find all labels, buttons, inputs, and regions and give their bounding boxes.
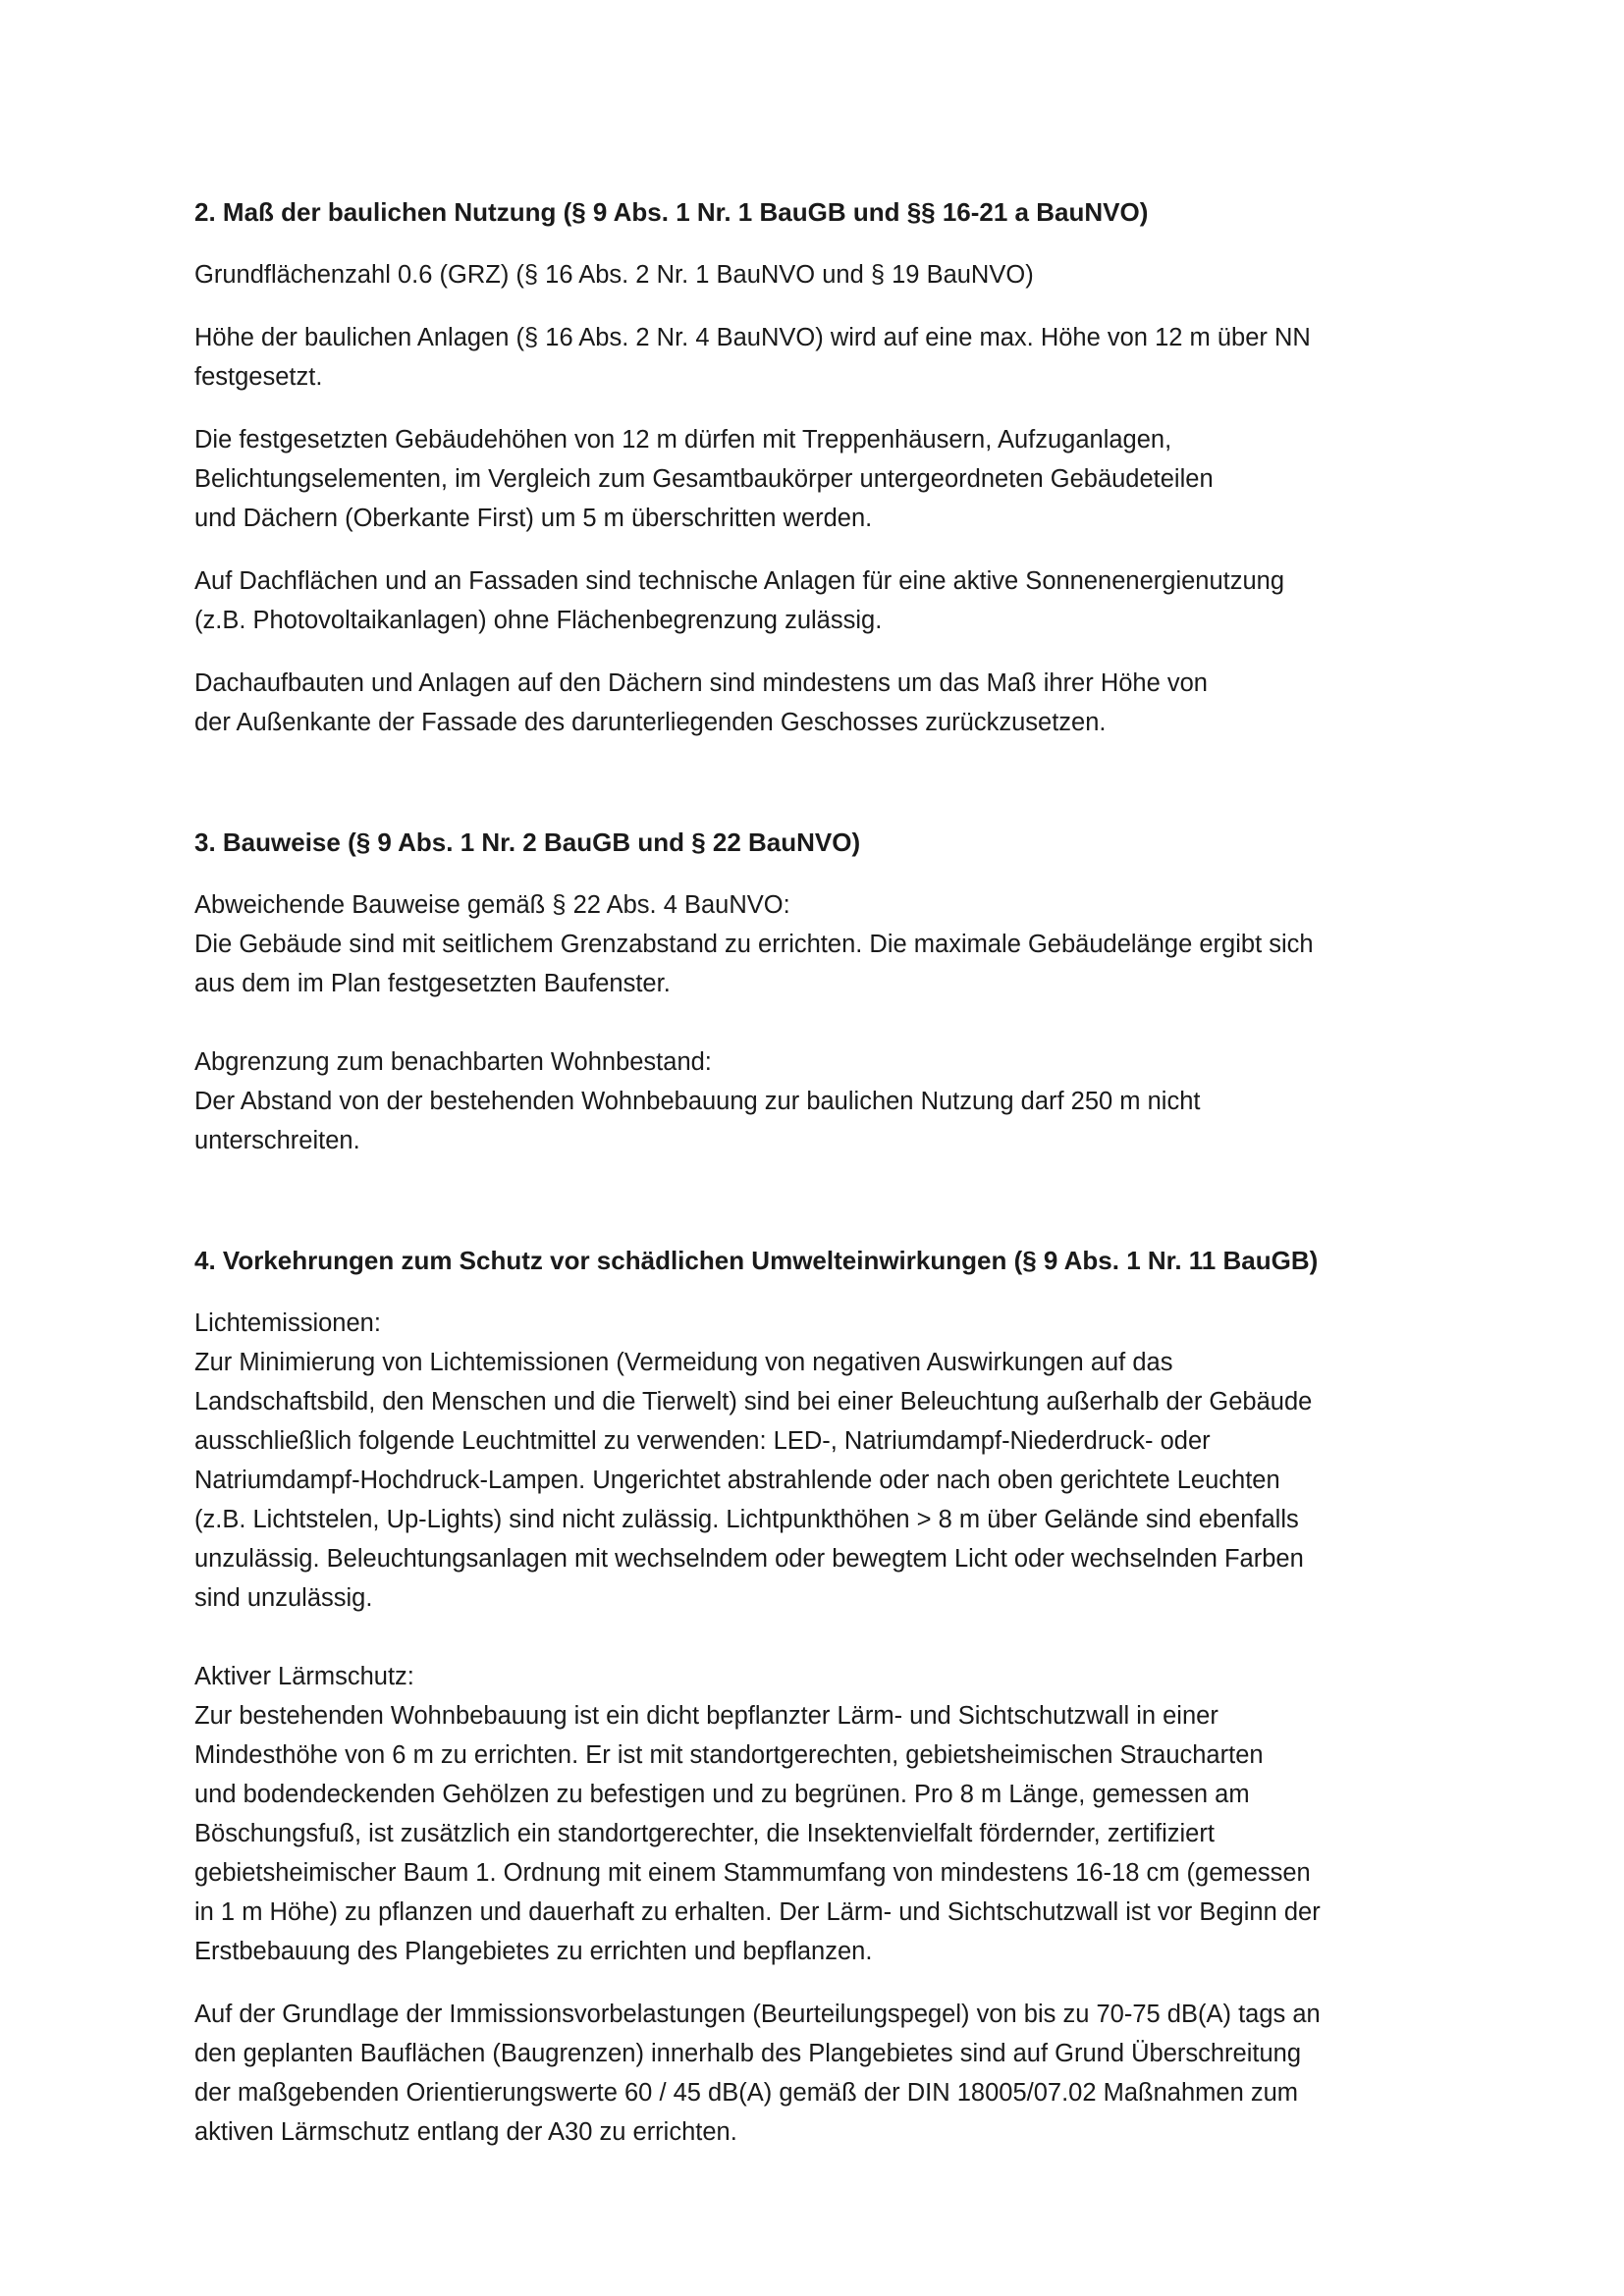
text-line: Abgrenzung zum benachbarten Wohnbestand:	[194, 1048, 712, 1076]
text-line: Landschaftsbild, den Menschen und die Tierwelt) sind bei einer Beleuchtung außerhalb der Gebäude	[194, 1388, 1313, 1415]
paragraph-grz	[194, 255, 1441, 294]
paragraph-deviating-construction	[194, 885, 1441, 1003]
text-line: und Dächern (Oberkante First) um 5 m überschritten werden.	[194, 505, 873, 532]
text-line: Natriumdampf-Hochdruck-Lampen. Ungerichtet abstrahlende oder nach oben gerichtete Leuchten	[194, 1467, 1280, 1494]
text-line: (z.B. Lichtstelen, Up-Lights) sind nicht zulässig. Lichtpunkthöhen > 8 m über Gelände sind ebenfalls	[194, 1506, 1299, 1533]
paragraph-height-exceedance	[194, 420, 1441, 538]
document-body	[194, 192, 1441, 2152]
text-line: Höhe der baulichen Anlagen (§ 16 Abs. 2 Nr. 4 BauNVO) wird auf eine max. Höhe von 12 m über NN	[194, 324, 1311, 351]
text-line: festgesetzt.	[194, 363, 323, 391]
text-line: Erstbebauung des Plangebietes zu errichten und bepflanzen.	[194, 1938, 873, 1965]
section-heading-4: 4. Vorkehrungen zum Schutz vor schädlichen Umwelteinwirkungen (§ 9 Abs. 1 Nr. 11 BauGB)	[194, 1246, 1319, 1275]
text-line: Zur bestehenden Wohnbebauung ist ein dicht bepflanzter Lärm- und Sichtschutzwall in einer	[194, 1702, 1218, 1730]
text-line: Auf Dachflächen und an Fassaden sind technische Anlagen für eine aktive Sonnenenergienutzung	[194, 567, 1285, 595]
text-line: Zur Minimierung von Lichtemissionen (Vermeidung von negativen Auswirkungen auf das	[194, 1349, 1173, 1376]
section-heading-2: 2. Maß der baulichen Nutzung (§ 9 Abs. 1 Nr. 1 BauGB und §§ 16-21 a BauNVO)	[194, 197, 1149, 227]
text-line: und bodendeckenden Gehölzen zu befestigen und zu begrünen. Pro 8 m Länge, gemessen am	[194, 1781, 1250, 1808]
text-line: Aktiver Lärmschutz:	[194, 1663, 414, 1690]
paragraph-solar	[194, 561, 1441, 640]
text-line: unterschreiten.	[194, 1127, 360, 1154]
text-line: unzulässig. Beleuchtungsanlagen mit wechselndem oder bewegtem Licht oder wechselnden Farben	[194, 1545, 1304, 1573]
paragraph-boundary-residential	[194, 1042, 1441, 1160]
text-line: in 1 m Höhe) zu pflanzen und dauerhaft zu erhalten. Der Lärm- und Sichtschutzwall ist vor Beginn der	[194, 1898, 1321, 1926]
text-line: Die festgesetzten Gebäudehöhen von 12 m dürfen mit Treppenhäusern, Aufzuganlagen,	[194, 426, 1172, 454]
text-line: aktiven Lärmschutz entlang der A30 zu errichten.	[194, 2118, 737, 2146]
paragraph-active-noise-protection	[194, 1657, 1441, 1971]
text-line: Der Abstand von der bestehenden Wohnbebauung zur baulichen Nutzung darf 250 m nicht	[194, 1088, 1201, 1115]
text-line: ausschließlich folgende Leuchtmittel zu verwenden: LED-, Natriumdampf-Niederdruck- oder	[194, 1427, 1211, 1455]
text-line: der Außenkante der Fassade des darunterliegenden Geschosses zurückzusetzen.	[194, 709, 1107, 736]
text-line: Grundflächenzahl 0.6 (GRZ) (§ 16 Abs. 2 Nr. 1 BauNVO und § 19 BauNVO)	[194, 261, 1034, 289]
text-line: Auf der Grundlage der Immissionsvorbelastungen (Beurteilungspegel) von bis zu 70-75 dB(A) tags an	[194, 2001, 1321, 2028]
paragraph-light-emissions	[194, 1304, 1441, 1618]
text-line: den geplanten Bauflächen (Baugrenzen) innerhalb des Plangebietes sind auf Grund Überschreitung	[194, 2040, 1302, 2067]
text-line: der maßgebenden Orientierungswerte 60 / 45 dB(A) gemäß der DIN 18005/07.02 Maßnahmen zum	[194, 2079, 1299, 2107]
text-line: Dachaufbauten und Anlagen auf den Dächern sind mindestens um das Maß ihrer Höhe von	[194, 669, 1208, 697]
text-line: Die Gebäude sind mit seitlichem Grenzabstand zu errichten. Die maximale Gebäudelänge ergibt sich	[194, 931, 1314, 958]
text-line: sind unzulässig.	[194, 1584, 373, 1612]
section-heading-3: 3. Bauweise (§ 9 Abs. 1 Nr. 2 BauGB und § 22 BauNVO)	[194, 828, 861, 857]
text-line: Mindesthöhe von 6 m zu errichten. Er ist mit standortgerechten, gebietsheimischen Straucharten	[194, 1741, 1264, 1769]
text-line: aus dem im Plan festgesetzten Baufenster.	[194, 970, 671, 997]
text-line: Böschungsfuß, ist zusätzlich ein standortgerechter, die Insektenvielfalt fördernder, zertifiziert	[194, 1820, 1215, 1847]
text-line: Belichtungselementen, im Vergleich zum Gesamtbaukörper untergeordneten Gebäudeteilen	[194, 465, 1214, 493]
text-line: (z.B. Photovoltaikanlagen) ohne Flächenbegrenzung zulässig.	[194, 607, 883, 634]
text-line: gebietsheimischer Baum 1. Ordnung mit einem Stammumfang von mindestens 16-18 cm (gemessen	[194, 1859, 1311, 1887]
paragraph-height	[194, 318, 1441, 397]
paragraph-immission-baseline	[194, 1995, 1441, 2152]
text-line: Lichtemissionen:	[194, 1309, 381, 1337]
paragraph-roof-structures	[194, 664, 1441, 742]
text-line: Abweichende Bauweise gemäß § 22 Abs. 4 BauNVO:	[194, 891, 790, 919]
